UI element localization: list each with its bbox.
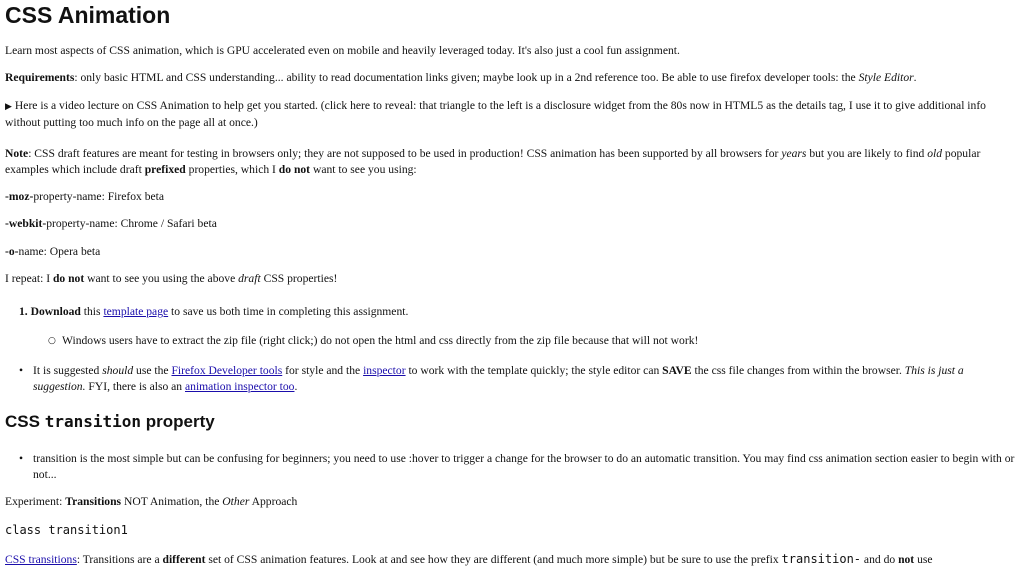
prefix-moz-label: -moz- (5, 190, 34, 203)
prefix-webkit-text: property-name: Chrome / Safari beta (46, 217, 217, 230)
transitions-strong-not: not (898, 553, 915, 566)
repeat-text-1: I repeat: I (5, 272, 53, 285)
prefix-moz-text: property-name: Firefox beta (33, 190, 165, 203)
transitions-text-1: : Transitions are a (76, 553, 163, 566)
note-text-5: want to see you using: (310, 163, 417, 176)
note-text-1: : CSS draft features are meant for testing in browsers only; they are not supposed to be used in production! CSS animation has been supported by all browsers for (28, 147, 782, 160)
transition-bullet (19, 451, 1019, 483)
repeat-strong: do not (52, 272, 85, 285)
prefix-o-text: name: Opera beta (18, 245, 101, 258)
transition-prefix-code: transition- (781, 552, 862, 566)
note-text-4: properties, which I (185, 163, 279, 176)
transitions-strong-different: different (162, 553, 206, 566)
requirements-paragraph (5, 70, 1019, 86)
page-title: CSS Animation (5, 2, 171, 28)
heading-suffix: property (141, 412, 215, 431)
note-text-3: popular examples which include draft (5, 147, 981, 176)
windows-sub-bullet (48, 333, 1019, 349)
class-line: class transition1 (5, 523, 128, 537)
suggest-strong-save: SAVE (662, 364, 692, 377)
css-transitions-link[interactable]: CSS transitions (5, 553, 77, 566)
suggest-text-7: . (294, 380, 298, 393)
windows-text: Windows users have to extract the zip file (right click;) do not open the html and css directly from the zip file because that will not work! (62, 334, 699, 347)
disc-bullet-icon: • (19, 452, 24, 465)
repeat-paragraph (5, 271, 1019, 287)
suggest-text-4: to work with the template quickly; the style editor can (405, 364, 663, 377)
circle-bullet-icon: ○ (48, 336, 56, 346)
template-page-link[interactable]: template page (103, 305, 169, 318)
note-strong-prefixed: prefixed (144, 163, 186, 176)
prefix-o (5, 244, 1019, 260)
suggest-text-1: It is suggested (33, 364, 103, 377)
suggest-em-suggestion: This is just a suggestion. (33, 364, 964, 393)
suggest-text-6: FYI, there is also an (85, 380, 185, 393)
requirements-end: . (913, 71, 917, 84)
repeat-text-3: CSS properties! (260, 272, 338, 285)
repeat-em-draft: draft (238, 272, 261, 285)
note-strong-do-not: do not (278, 163, 311, 176)
requirements-label: Requirements (5, 71, 75, 84)
heading-prefix: CSS (5, 412, 45, 431)
requirements-text: : only basic HTML and CSS understanding... ability to read documentation links given; maybe look up in a 2nd reference too. Be able to use firefox developer tools: the (74, 71, 859, 84)
experiment-text-2: NOT Animation, the (121, 495, 223, 508)
note-label: Note (5, 147, 29, 160)
repeat-text-2: want to see you using the above (84, 272, 239, 285)
style-editor-text: Style Editor (858, 71, 914, 84)
intro-paragraph: Learn most aspects of CSS animation, which is GPU accelerated even on mobile and heavily leveraged today. It's also just a cool fun assignment. (5, 44, 680, 57)
step-1-text-1: this (80, 305, 104, 318)
transitions-text-4: use (914, 553, 933, 566)
note-text-2: but you are likely to find (806, 147, 928, 160)
prefix-moz (5, 189, 1019, 205)
suggest-text-2: use the (133, 364, 172, 377)
step-1-text-2: to save us both time in completing this assignment. (168, 305, 409, 318)
step-1-download: Download (30, 305, 81, 318)
firefox-devtools-link[interactable]: Firefox Developer tools (171, 364, 283, 377)
prefix-webkit (5, 216, 1019, 232)
transitions-paragraph (5, 551, 1019, 568)
transitions-text-2: set of CSS animation features. Look at and see how they are different (and much more simple) but be sure to use the prefix (205, 553, 782, 566)
note-paragraph (5, 146, 1019, 178)
suggest-em-should: should (102, 364, 134, 377)
step-1-number: 1. (19, 305, 28, 318)
suggest-text-3: for style and the (282, 364, 364, 377)
step-1-item (19, 304, 1019, 320)
experiment-text-1: Experiment: (5, 495, 66, 508)
disc-bullet-icon: • (19, 364, 24, 377)
transition-bullet-text: transition is the most simple but can be confusing for beginners; you need to use :hover to trigger a change for the browser to do an automatic transition. You may find css animation section easier to begin with or not... (33, 452, 1015, 481)
transition-section-heading (5, 412, 1019, 432)
prefix-o-label: -o- (5, 245, 19, 258)
suggest-text-5: the css file changes from within the browser. (691, 364, 905, 377)
animation-inspector-link[interactable]: animation inspector too (185, 380, 295, 393)
details-summary[interactable]: Here is a video lecture on CSS Animation to help get you started. (click here to reveal: that triangle to the left is a disclosure widget from the 80s now in HTML5 as the details tag, I use it to give additional info without putting too much info on the page all at once.) (5, 99, 986, 129)
suggest-bullet (19, 363, 1019, 395)
note-em-years: years (781, 147, 807, 160)
note-em-old: old (927, 147, 943, 160)
experiment-text-3: Approach (249, 495, 298, 508)
heading-code: transition (44, 412, 142, 431)
transitions-text-3: and do (861, 553, 899, 566)
disclosure-triangle-icon[interactable]: ▶ (5, 102, 12, 112)
experiment-strong: Transitions (65, 495, 122, 508)
inspector-link[interactable]: inspector (363, 364, 406, 377)
prefix-webkit-label: -webkit- (5, 217, 47, 230)
experiment-em-other: Other (222, 495, 250, 508)
experiment-paragraph (5, 494, 1019, 510)
video-lecture-details[interactable] (5, 98, 1019, 131)
